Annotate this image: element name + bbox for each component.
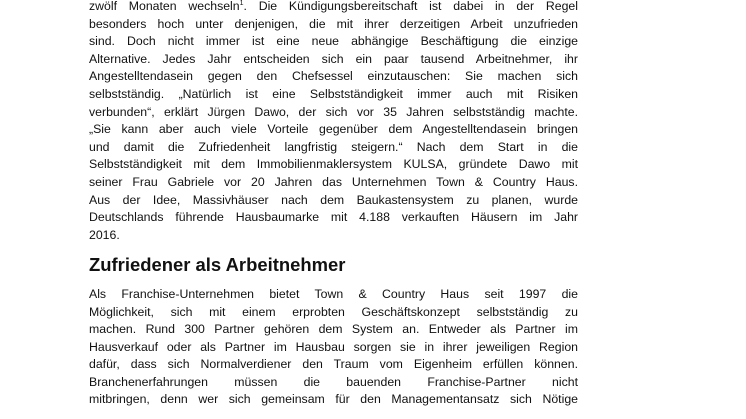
- text-line: Möglichkeit, sich mit einem erprobten Geschäftskonzept selbstständig zu: [89, 304, 578, 319]
- text-line: und damit die Zufriedenheit langfristig steigern.“ Nach dem Start in die: [89, 139, 578, 154]
- text-line: sind. Doch nicht immer ist eine neue abhängige Beschäftigung die einzige: [89, 34, 578, 49]
- text-line: besonders hoch unter denjenigen, die mit ihrer derzeitigen Arbeit unzufrieden: [89, 16, 578, 31]
- text-line: 2016.: [89, 227, 120, 242]
- text-line: Aus der Idee, Massivhäuser nach dem Baukastensystem zu planen, wurde: [89, 192, 578, 207]
- text-column: [89, 0, 578, 409]
- section-heading: Zufriedener als Arbeitnehmer: [89, 254, 346, 276]
- text-line: seiner Frau Gabriele vor 20 Jahren das Unternehmen Town & Country Haus.: [89, 174, 578, 189]
- text-line: Branchenerfahrungen müssen die bauenden Franchise-Partner nicht: [89, 374, 578, 389]
- text-line: Hausverkauf oder als Partner im Hausbau sorgen sie in ihrer jeweiligen Region: [89, 339, 578, 354]
- text-line: Deutschlands führende Hausbaumarke mit 4.188 verkauften Häusern im Jahr: [89, 210, 578, 225]
- text-line: „Sie kann aber auch viele Vorteile gegenüber dem Angestelltendasein bringen: [89, 122, 578, 137]
- footnote-marker[interactable]: 1: [239, 0, 244, 7]
- text-line: mitbringen, denn wer sich gemeinsam für den Managementansatz sich Nötige: [89, 392, 578, 407]
- text-line: selbstständig. „Natürlich ist eine Selbstständigkeit immer auch mit Risiken: [89, 86, 578, 101]
- text-fragment: Die Kündigungsbereitschaft ist dabei in der Regel: [246, 0, 578, 13]
- text-line: Als Franchise-Unternehmen bietet Town & Country Haus seit 1997 die: [89, 286, 578, 301]
- text-line: machen. Rund 300 Partner gehören dem System an. Entweder als Partner im: [89, 322, 578, 337]
- text-line: Angestelltendasein gegen den Chefsessel einzutauschen: Sie machen sich: [89, 69, 578, 84]
- text-line: dafür, dass sich Normalverdiener den Traum vom Eigenheim erfüllen können.: [89, 357, 578, 372]
- paragraph-gap: [89, 274, 578, 286]
- text-fragment: .: [243, 0, 247, 13]
- paragraph-intro: [89, 0, 578, 244]
- text-line: [89, 0, 578, 16]
- text-line: Selbstständigkeit mit dem Immobilienmaklersystem KULSA, gründete Dawo mit: [89, 157, 578, 172]
- paragraph-franchise: [89, 286, 578, 409]
- text-line: verbunden“, erklärt Jürgen Dawo, der sich vor 35 Jahren selbstständig machte.: [89, 104, 578, 119]
- text-fragment: zwölf Monaten wechseln: [89, 0, 240, 13]
- text-line: Alternative. Jedes Jahr entscheiden sich ein paar tausend Arbeitnehmer, ihr: [89, 51, 578, 66]
